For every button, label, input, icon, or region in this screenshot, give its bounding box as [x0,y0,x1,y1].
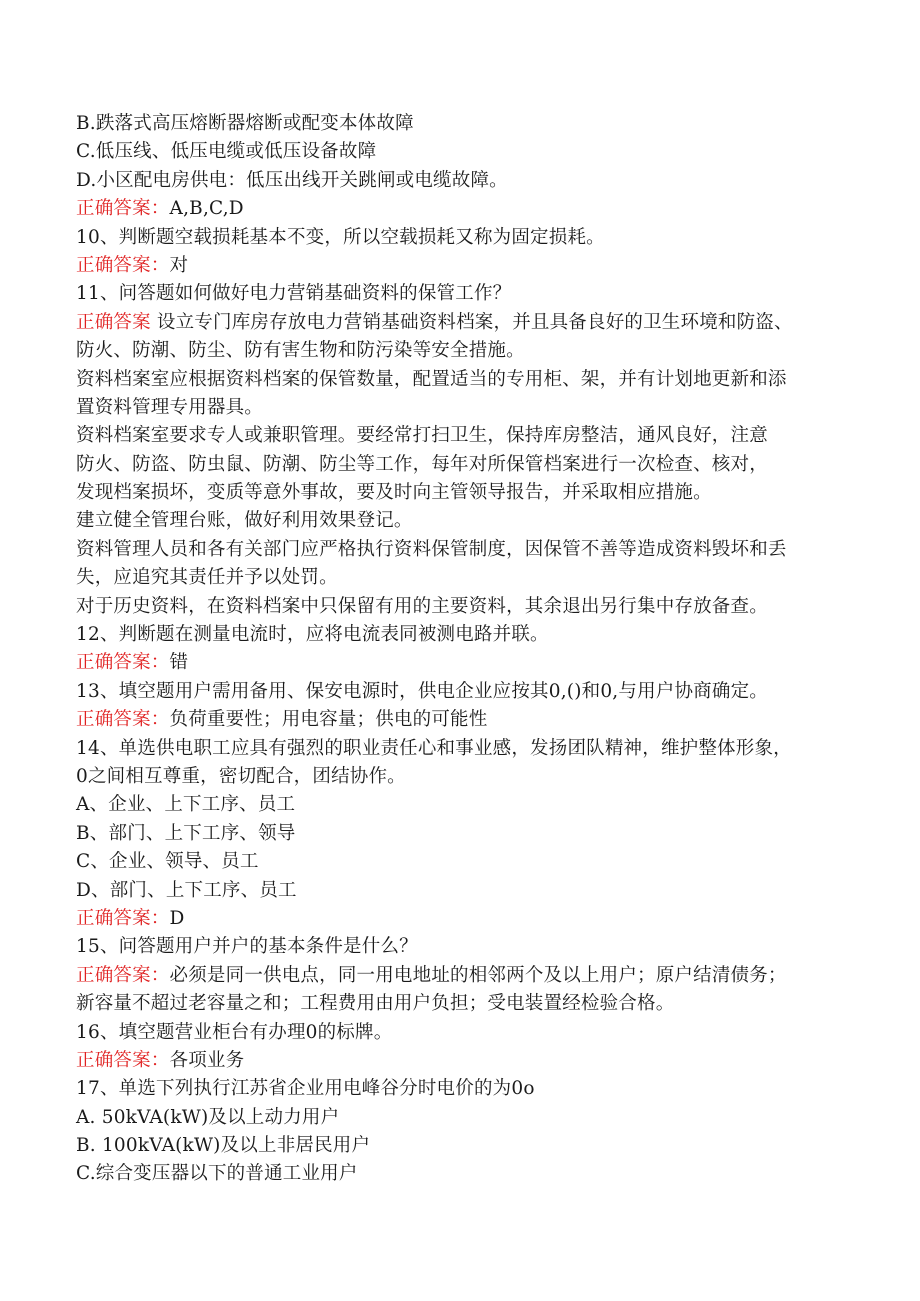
answer-text: D [169,907,185,929]
text-line [76,224,856,252]
answer-label: 正确答案： [76,709,170,731]
answer-label: 正确答案： [76,964,170,986]
text-line [76,366,856,394]
answer-line [76,195,856,223]
text-line [76,1132,856,1160]
text-line [76,990,856,1018]
line-text: 置资料管理专用器具。 [76,396,264,418]
answer-text: 必须是同一供电点，同一用电地址的相邻两个及以上用户；原户结清债务； [169,964,787,986]
line-text: 新容量不超过老容量之和；工程费用由用户负担；受电装置经检验合格。 [76,993,675,1015]
text-line [76,1160,856,1188]
text-line [76,877,856,905]
line-text: 对于历史资料，在资料档案中只保留有用的主要资料，其余退出另行集中存放备查。 [76,595,768,617]
answer-text: 错 [169,652,189,674]
answer-line [76,706,856,734]
text-line [76,593,856,621]
answer-text: 负荷重要性；用电容量；供电的可能性 [169,709,488,731]
answer-line [76,649,856,677]
answer-label: 正确答案： [76,254,170,276]
answer-line [76,1047,856,1075]
answer-label: 正确答案 [76,311,151,333]
line-text: 失，应追究其责任并予以处罚。 [76,567,338,589]
line-text: 建立健全管理台账，做好利用效果登记。 [76,510,413,532]
line-text: C.综合变压器以下的普通工业用户 [76,1163,358,1185]
text-line [76,167,856,195]
line-text: 资料档案室要求专人或兼职管理。要经常打扫卫生，保持库房整洁，通风良好，注意 [76,425,768,447]
line-text: 发现档案损坏，变质等意外事故，要及时向主管领导报告，并采取相应措施。 [76,482,712,504]
line-text: 12、判断题在测量电流时，应将电流表同被测电路并联。 [76,624,549,646]
text-line [76,791,856,819]
answer-text: 对 [169,254,189,276]
line-text: 13、填空题用户需用备用、保安电源时，供电企业应按其0,()和0,与用户协商确定。 [76,680,768,702]
answer-label: 正确答案： [76,1049,170,1071]
line-text: 10、判断题空载损耗基本不变，所以空载损耗又称为固定损耗。 [76,226,605,248]
line-text: 17、单选下列执行江苏省企业用电峰谷分时电价的为0o [76,1078,535,1100]
text-line [76,479,856,507]
text-line [76,507,856,535]
text-line [76,138,856,166]
text-line [76,422,856,450]
answer-line [76,962,856,990]
text-line [76,933,856,961]
text-line [76,1075,856,1103]
document-body [76,110,856,1189]
line-text: B.跌落式高压熔断器熔断或配变本体故障 [76,113,414,134]
answer-line [76,905,856,933]
text-line [76,564,856,592]
text-line [76,1019,856,1047]
text-line [76,337,856,365]
text-line [76,1104,856,1132]
line-text: B. 100kVA(kW)及以上非居民用户 [76,1135,371,1157]
line-text: 防火、防潮、防尘、防有害生物和防污染等安全措施。 [76,340,525,362]
answer-line [76,252,856,280]
line-text: 资料管理人员和各有关部门应严格执行资料保管制度，因保管不善等造成资料毁坏和丢 [76,538,787,560]
line-text: B、部门、上下工序、领导 [76,822,296,844]
text-line [76,280,856,308]
line-text: 资料档案室应根据资料档案的保管数量，配置适当的专用柜、架，并有计划地更新和添 [76,368,787,390]
text-line [76,763,856,791]
line-text: 0之间相互尊重，密切配合，团结协作。 [76,765,406,787]
line-text: 16、填空题营业柜台有办理0的标牌。 [76,1021,393,1043]
line-text: C.低压线、低压电缆或低压设备故障 [76,141,377,163]
text-line [76,735,856,763]
answer-text: A,B,C,D [169,198,244,220]
text-line [76,848,856,876]
line-text: 防火、防盗、防虫鼠、防潮、防尘等工作，每年对所保管档案进行一次检查、核对， [76,453,768,475]
line-text: 15、问答题用户并户的基本条件是什么？ [76,936,418,958]
line-text: D.小区配电房供电：低压出线开关跳闸或电缆故障。 [76,169,508,191]
text-line [76,394,856,422]
answer-label: 正确答案： [76,907,170,929]
text-line [76,110,856,138]
line-text: 11、问答题如何做好电力营销基础资料的保管工作？ [76,283,512,305]
line-text: D、部门、上下工序、员工 [76,879,297,901]
text-line [76,536,856,564]
line-text: 14、单选供电职工应具有强烈的职业责任心和事业感，发扬团队精神，维护整体形象， [76,737,792,759]
text-line [76,451,856,479]
text-line [76,621,856,649]
answer-text: 设立专门库房存放电力营销基础资料档案，并且具备良好的卫生环境和防盗、 [156,311,793,333]
line-text: C、企业、领导、员工 [76,851,259,873]
line-text: A、企业、上下工序、员工 [76,794,296,816]
answer-label: 正确答案： [76,652,170,674]
answer-label: 正确答案： [76,198,170,220]
answer-line [76,309,856,337]
text-line [76,820,856,848]
answer-text: 各项业务 [169,1049,245,1071]
text-line [76,678,856,706]
line-text: A. 50kVA(kW)及以上动力用户 [76,1106,340,1128]
